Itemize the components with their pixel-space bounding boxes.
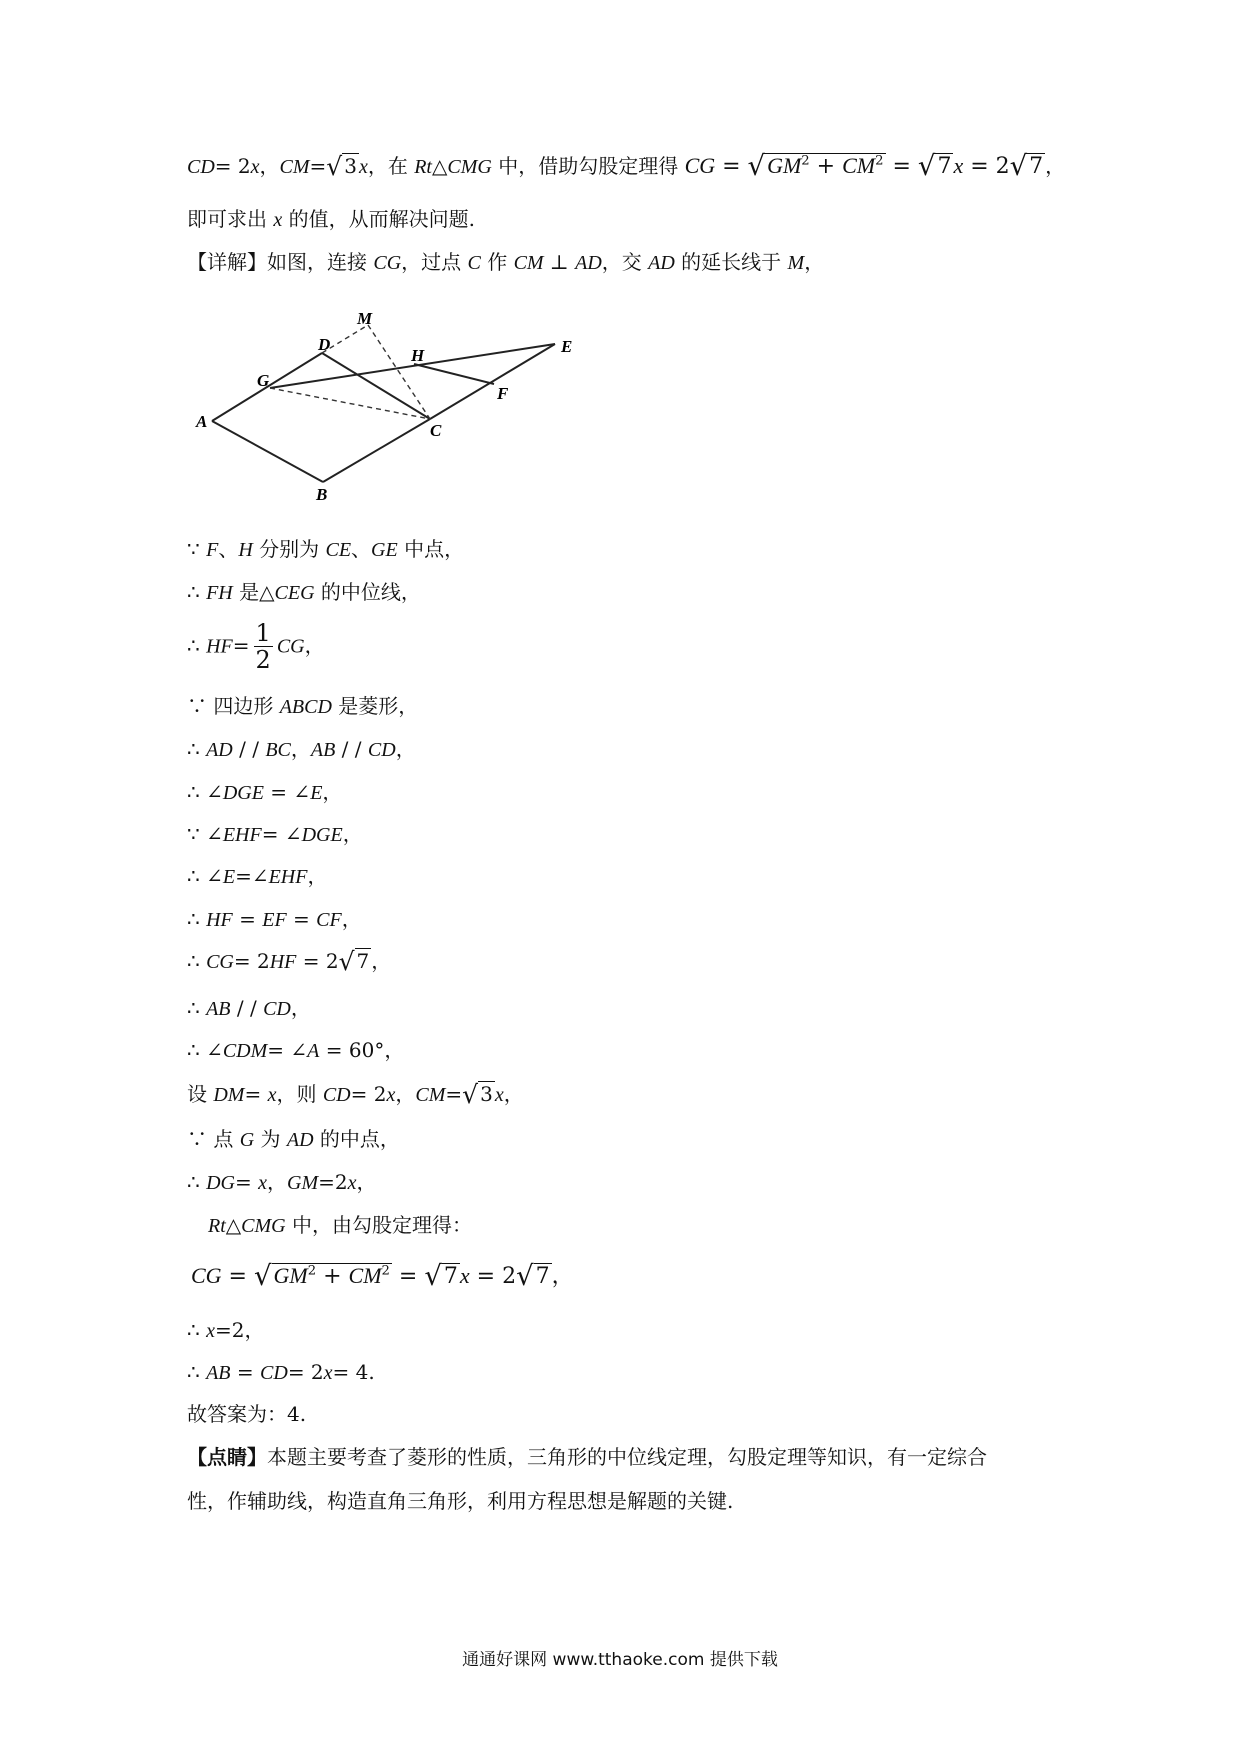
t: = 2 (350, 1082, 387, 1106)
t: 的延长线于 (674, 250, 788, 274)
t: CM (279, 156, 310, 178)
label-M: M (357, 309, 373, 328)
t: x (250, 156, 260, 178)
t: = 4. (332, 1360, 375, 1384)
t: ∵ 四边形 (187, 694, 280, 718)
step-13 (187, 1080, 524, 1110)
step-17-equation (191, 1260, 574, 1293)
step-12 (187, 1038, 404, 1063)
t: EHF (268, 866, 308, 888)
t: DG (206, 1172, 235, 1194)
t: = (286, 907, 317, 931)
t: 性，作辅助线，构造直角三角形，利用方程思想是解题的关键. (187, 1489, 734, 1513)
t: CD (322, 1084, 351, 1106)
segment-HF (414, 364, 494, 384)
t: = 2 (296, 949, 339, 973)
sqrt-expression: $√GM^2 + CM^2$ (747, 150, 884, 182)
t: x (358, 156, 368, 178)
t: x (459, 1263, 470, 1288)
t: BC (265, 739, 291, 761)
t: 7 (356, 949, 370, 973)
step-3 (187, 620, 325, 674)
t: DGE (301, 824, 343, 846)
t: ， (267, 1170, 287, 1194)
t: ， (1045, 154, 1066, 178)
t: CM (348, 1263, 382, 1288)
t: x (273, 209, 283, 231)
t: =2， (214, 1318, 265, 1342)
t: ∴ (187, 737, 207, 761)
t: HF (206, 909, 233, 931)
t: 7 (443, 1264, 458, 1289)
t: AD (286, 1129, 314, 1151)
label-D: D (318, 335, 331, 354)
segment-CE (430, 344, 555, 419)
t: ， (371, 949, 392, 973)
t: = (221, 1264, 254, 1289)
t: 2 (801, 153, 810, 169)
t: ， (290, 737, 311, 761)
t: ∵ 点 (187, 1127, 240, 1151)
t: AB (310, 739, 336, 761)
t: △ (432, 154, 448, 178)
step-8 (187, 864, 327, 889)
t: = (232, 633, 250, 658)
t: ， (307, 864, 328, 888)
step-7 (187, 822, 363, 847)
t: Rt (414, 156, 432, 178)
t: CG (684, 153, 716, 178)
t: = (234, 1170, 259, 1194)
step-10 (187, 947, 391, 977)
t: x (258, 1172, 267, 1194)
t: 1 (255, 619, 271, 647)
text-line-1 (187, 150, 1065, 183)
t: ， (503, 1082, 524, 1106)
t: CM (513, 252, 544, 274)
t: x (494, 1084, 504, 1106)
t: HF (269, 951, 297, 973)
summary-line-1 (187, 1445, 987, 1469)
t: AD (575, 252, 602, 274)
t: ， (395, 1082, 416, 1106)
fraction-one-half (254, 620, 273, 674)
step-5 (187, 737, 416, 762)
t: ， (259, 154, 280, 178)
t: CD (260, 1362, 288, 1384)
t: 2 (381, 1263, 390, 1279)
t: ABCD (279, 696, 332, 718)
label-F: F (497, 384, 509, 403)
t: ∴ (187, 996, 207, 1020)
t: / / (335, 737, 368, 761)
t: CG (276, 635, 305, 658)
t: 7 (1029, 154, 1044, 179)
sqrt-7: √7 (516, 1260, 550, 1292)
summary-line-2 (187, 1489, 733, 1513)
t: = ∠ (267, 1038, 308, 1062)
t: = (309, 154, 327, 178)
t: = (244, 1082, 268, 1106)
t: x (386, 1084, 396, 1106)
t: = (715, 154, 748, 179)
t: / / (230, 996, 264, 1020)
t: 2 (255, 646, 271, 675)
t: △ (225, 1213, 242, 1237)
step-19 (187, 1360, 375, 1385)
sqrt-3: √ 3 (326, 152, 357, 181)
label-A: A (196, 412, 208, 431)
t: 是菱形， (331, 694, 419, 718)
t: CG (191, 1263, 222, 1288)
label-C: C (430, 421, 442, 440)
t: 7 (937, 154, 952, 179)
step-15 (187, 1170, 376, 1195)
t: = 2 (233, 949, 270, 973)
t: AB (206, 1362, 231, 1384)
answer-line (187, 1402, 306, 1426)
t: E (310, 782, 323, 804)
text-line-3 (187, 250, 824, 275)
t: ， (804, 250, 825, 274)
t: ， (356, 1170, 377, 1194)
t: CEG (274, 582, 315, 604)
t: ， (395, 737, 416, 761)
t: 7 (535, 1264, 550, 1289)
step-16 (208, 1213, 472, 1238)
t: 3 (344, 154, 357, 178)
t: CM (415, 1084, 446, 1106)
step-4 (187, 694, 418, 719)
t: ， (322, 780, 343, 804)
t: ， (342, 822, 363, 846)
t: AB (206, 998, 231, 1020)
t: = 2 (963, 154, 1010, 179)
t: ，过点 (401, 250, 468, 274)
label-E: E (561, 337, 573, 356)
step-11 (187, 996, 311, 1021)
t: + (316, 1264, 349, 1289)
t: 中，由勾股定理得： (285, 1213, 472, 1237)
t: 的中点， (313, 1127, 400, 1151)
t: 2 (875, 153, 884, 169)
t: ∴ ∠ (187, 1038, 223, 1062)
t: C (467, 252, 481, 274)
t: 为 (254, 1127, 287, 1151)
sqrt-3: √ 3 (462, 1080, 493, 1109)
t: CE (325, 539, 352, 561)
label-G: G (257, 371, 270, 390)
t: ∴ (187, 907, 207, 931)
t: ∴ (187, 1170, 207, 1194)
t: A (307, 1040, 320, 1062)
segment-AB (212, 421, 323, 482)
step-2 (187, 580, 421, 605)
sqrt-7: √7 (424, 1260, 458, 1292)
t: CG (206, 951, 234, 973)
t: CD (367, 739, 396, 761)
t: ， (304, 633, 325, 658)
t: F (206, 539, 219, 561)
t: x (323, 1362, 333, 1384)
t: ，交 (601, 250, 649, 274)
t: = (391, 1264, 425, 1289)
t: 故答案为：4. (187, 1402, 307, 1426)
step-1 (187, 537, 464, 562)
t: 3 (480, 1082, 493, 1106)
t: ∵ ∠ (187, 822, 223, 846)
t: = ∠ (263, 780, 311, 804)
label-B: B (316, 485, 328, 504)
t: EF (262, 909, 287, 931)
text-line-2 (187, 207, 475, 232)
footer-watermark: 通通好课网 www.tthaoke.com 提供下载 (462, 1650, 778, 1670)
t: AD (648, 252, 675, 274)
t: FH (206, 582, 233, 604)
sqrt-7: √ 7 (338, 947, 370, 976)
t: 【详解】如图，连接 (187, 250, 374, 274)
t: CD (263, 998, 291, 1020)
t: ∴ (187, 580, 207, 604)
t: G (239, 1129, 255, 1151)
t: GM (767, 153, 802, 178)
t: ，在 (367, 154, 415, 178)
t: CF (316, 909, 342, 931)
step-9 (187, 907, 362, 932)
t: GM (287, 1172, 319, 1194)
t: DM (213, 1084, 245, 1106)
sqrt-expression: $√GM^2 + CM^2$ (253, 1260, 390, 1292)
t: 中点， (397, 537, 465, 561)
t: ， (290, 996, 311, 1020)
t: ∴ ∠ (187, 780, 223, 804)
t: GM (273, 1263, 308, 1288)
step-6 (187, 780, 342, 805)
segment-BC (323, 419, 430, 482)
t: GE (371, 539, 398, 561)
t: HF (206, 635, 233, 658)
t: ∵ (187, 537, 207, 561)
t: = ∠ (261, 822, 302, 846)
t: ∴ (187, 949, 207, 973)
t: 作 (480, 250, 514, 274)
t: = 2 (469, 1264, 517, 1289)
t: = 60°， (319, 1038, 405, 1062)
t: 、 (218, 537, 239, 561)
t: Rt (208, 1215, 226, 1237)
step-18 (187, 1318, 264, 1343)
sqrt-7: √7 (1009, 150, 1044, 182)
t: x (347, 1172, 357, 1194)
t: CMG (447, 156, 492, 178)
t: 2 (307, 1263, 317, 1279)
t: = (885, 154, 918, 179)
t: 本题主要考查了菱形的性质，三角形的中位线定理，勾股定理等知识，有一定综合 (267, 1445, 987, 1469)
t: M (787, 252, 805, 274)
t: 分别为 (252, 537, 326, 561)
t: / / (232, 737, 266, 761)
t: 中，借助勾股定理得 (491, 154, 685, 178)
t: CM (842, 153, 876, 178)
t: CDM (222, 1040, 268, 1062)
t: = (445, 1082, 463, 1106)
label-H: H (411, 346, 425, 365)
t: ∴ (187, 633, 207, 658)
t: x (267, 1084, 277, 1106)
t: ⊥ (543, 250, 576, 274)
t: x (953, 153, 964, 178)
t: 设 (187, 1082, 214, 1106)
t: = (232, 907, 263, 931)
t: ∴ ∠ (187, 864, 223, 888)
t: CD (187, 156, 215, 178)
sqrt-7: √7 (917, 150, 952, 182)
t: H (238, 539, 253, 561)
t: =∠ (235, 864, 269, 888)
t: 【点睛】 (187, 1445, 267, 1469)
t: 的中位线， (314, 580, 421, 604)
t: 的值，从而解决问题. (282, 207, 475, 231)
t: 、 (351, 537, 372, 561)
t: ∴ (187, 1360, 207, 1384)
step-14 (187, 1127, 400, 1152)
geometry-figure (185, 300, 585, 510)
t: DGE (222, 782, 264, 804)
t: =2 (318, 1170, 348, 1194)
t: ，则 (276, 1082, 323, 1106)
t: ， (341, 907, 362, 931)
t: x (206, 1320, 215, 1342)
t: CMG (241, 1215, 286, 1237)
t: + (809, 154, 843, 179)
t: = (230, 1360, 261, 1384)
t: ∴ (187, 1318, 207, 1342)
t: EHF (222, 824, 262, 846)
t: = 2 (214, 154, 251, 178)
t: = 2 (287, 1360, 324, 1384)
t: AD (206, 739, 233, 761)
t: ， (551, 1264, 574, 1289)
t: 即可求出 (187, 207, 274, 231)
t: CG (373, 252, 402, 274)
t: E (222, 866, 236, 888)
t: 是△ (232, 580, 275, 604)
